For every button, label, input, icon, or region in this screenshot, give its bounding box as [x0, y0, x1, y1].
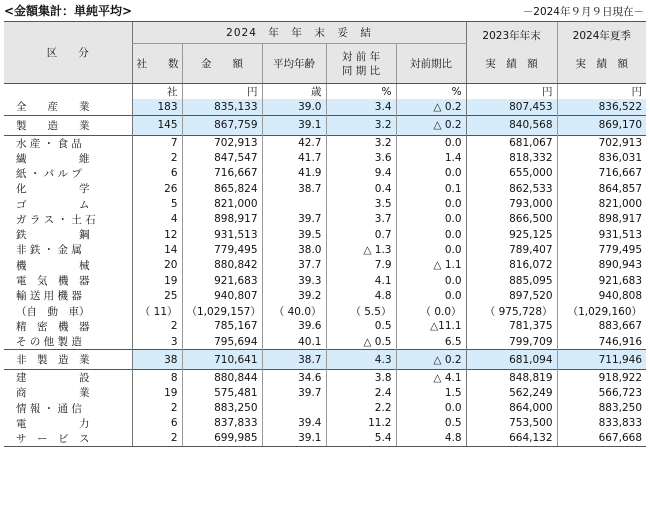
row-mfg-item: [4, 181, 646, 196]
cell-age: 37.7: [262, 258, 326, 273]
cell-y2023: 793,000: [466, 196, 557, 211]
cell-age: 39.7: [262, 212, 326, 227]
row-manufacturing: [4, 115, 646, 135]
row-label: そ の 他 製 造: [16, 336, 82, 349]
cell-y2023: 897,520: [466, 288, 557, 303]
cell-companies: 2: [132, 319, 182, 334]
cell-yoy: △ 1.3: [326, 242, 396, 257]
cell-age: 39.7: [262, 385, 326, 400]
cell-y2023: 681,067: [466, 135, 557, 151]
unit-amount: 円: [182, 84, 262, 100]
cell-age: [262, 196, 326, 211]
cell-y2023: 925,125: [466, 227, 557, 242]
row-mfg-item: [4, 273, 646, 288]
row-label: 商 業: [16, 387, 90, 400]
header-yoy: [326, 44, 396, 84]
cell-amount: 821,000: [182, 196, 262, 211]
cell-amount: 898,917: [182, 212, 262, 227]
header-yoy-line1: 対 前 年: [341, 50, 381, 63]
cell-prev: 0.0: [396, 166, 466, 181]
header-avg-age: 平均年齢: [262, 44, 326, 84]
cell-yoy: △ 0.5: [326, 334, 396, 350]
cell-companies: 20: [132, 258, 182, 273]
row-label: 精 密 機 器: [16, 320, 90, 333]
row-label: （自 動 車）: [16, 305, 90, 318]
cell-companies: 183: [132, 99, 182, 115]
cell-prev: 0.0: [396, 212, 466, 227]
row-label: 化 学: [16, 183, 90, 196]
cell-companies: （ 11）: [132, 303, 182, 318]
row-label: ゴ ム: [16, 198, 90, 211]
row-mfg-item: [4, 227, 646, 242]
cell-y2023: 799,709: [466, 334, 557, 350]
cell-companies: 38: [132, 350, 182, 370]
cell-amount: 867,759: [182, 115, 262, 135]
cell-age: 34.6: [262, 370, 326, 386]
cell-yoy: 4.1: [326, 273, 396, 288]
row-nonmfg-item: [4, 416, 646, 431]
row-label: 機 械: [16, 259, 90, 272]
row-label: ガ ラ ス ・ 土 石: [16, 213, 96, 226]
cell-y2023: 816,072: [466, 258, 557, 273]
cell-y2024: （1,029,160）: [557, 303, 646, 318]
cell-y2024: 833,833: [557, 416, 646, 431]
unit-2023: 円: [466, 84, 557, 100]
cell-prev: 0.5: [396, 416, 466, 431]
cell-yoy: 3.2: [326, 115, 396, 135]
cell-yoy: 2.2: [326, 400, 396, 415]
cell-companies: 14: [132, 242, 182, 257]
cell-yoy: 0.4: [326, 181, 396, 196]
cell-prev: 1.5: [396, 385, 466, 400]
cell-companies: 19: [132, 273, 182, 288]
cell-y2024: 836,031: [557, 151, 646, 166]
cell-amount: 785,167: [182, 319, 262, 334]
cell-age: 39.1: [262, 115, 326, 135]
cell-yoy: 3.8: [326, 370, 396, 386]
cell-companies: 6: [132, 166, 182, 181]
cell-y2024: 921,683: [557, 273, 646, 288]
cell-yoy: 11.2: [326, 416, 396, 431]
header-actual-2024: 実 績 額: [557, 44, 646, 84]
cell-age: 38.7: [262, 181, 326, 196]
cell-companies: 5: [132, 196, 182, 211]
row-label: 情 報 ・ 通 信: [16, 402, 82, 415]
cell-age: 39.6: [262, 319, 326, 334]
row-nonmfg-item: [4, 431, 646, 447]
cell-y2023: 807,453: [466, 99, 557, 115]
units-row: [4, 84, 646, 100]
cell-yoy: 4.3: [326, 350, 396, 370]
cell-y2023: 866,500: [466, 212, 557, 227]
cell-amount: 835,133: [182, 99, 262, 115]
cell-prev: 0.0: [396, 288, 466, 303]
cell-yoy: （ 5.5）: [326, 303, 396, 318]
cell-amount: 880,844: [182, 370, 262, 386]
row-label: 鉄 鋼: [16, 229, 90, 242]
cell-age: 38.7: [262, 350, 326, 370]
cell-y2023: 664,132: [466, 431, 557, 447]
cell-y2024: 898,917: [557, 212, 646, 227]
row-label: 全 産 業: [16, 101, 90, 114]
cell-prev: 0.0: [396, 273, 466, 288]
cell-amount: 702,913: [182, 135, 262, 151]
cell-prev: 6.5: [396, 334, 466, 350]
cell-y2023: 562,249: [466, 385, 557, 400]
cell-companies: 7: [132, 135, 182, 151]
cell-amount: （1,029,157）: [182, 303, 262, 318]
unit-prev: %: [396, 84, 466, 100]
row-label: 繊 維: [16, 152, 90, 165]
cell-prev: △ 4.1: [396, 370, 466, 386]
unit-yoy: %: [326, 84, 396, 100]
cell-companies: 2: [132, 151, 182, 166]
row-nonmfg-item: [4, 400, 646, 415]
header-actual-2023: 実 績 額: [466, 44, 557, 84]
cell-prev: △ 1.1: [396, 258, 466, 273]
row-mfg-item: [4, 288, 646, 303]
cell-y2024: 918,922: [557, 370, 646, 386]
row-label: 電 気 機 器: [16, 275, 90, 288]
cell-y2023: 753,500: [466, 416, 557, 431]
cell-amount: 710,641: [182, 350, 262, 370]
cell-y2023: （ 975,728）: [466, 303, 557, 318]
cell-prev: △ 0.2: [396, 99, 466, 115]
cell-yoy: 3.7: [326, 212, 396, 227]
cell-age: [262, 400, 326, 415]
header-2023: 2023年年末: [466, 22, 557, 44]
cell-y2023: 840,568: [466, 115, 557, 135]
cell-companies: 26: [132, 181, 182, 196]
cell-companies: 19: [132, 385, 182, 400]
cell-prev: 0.0: [396, 242, 466, 257]
cell-y2024: 667,668: [557, 431, 646, 447]
row-mfg-item: [4, 196, 646, 211]
row-all-industries: [4, 99, 646, 115]
header-group-2024: 2024 年 年 末 妥 結: [132, 22, 466, 44]
cell-y2024: 821,000: [557, 196, 646, 211]
cell-y2024: 779,495: [557, 242, 646, 257]
cell-yoy: 9.4: [326, 166, 396, 181]
header-yoy-line2: 同 期 比: [341, 64, 381, 77]
cell-prev: △ 0.2: [396, 115, 466, 135]
cell-prev: 0.0: [396, 227, 466, 242]
row-mfg-item: [4, 319, 646, 334]
row-nonmfg-item: [4, 370, 646, 386]
cell-y2024: 716,667: [557, 166, 646, 181]
cell-companies: 145: [132, 115, 182, 135]
cell-y2024: 883,250: [557, 400, 646, 415]
cell-companies: 6: [132, 416, 182, 431]
cell-prev: 4.8: [396, 431, 466, 447]
row-label: 非 鉄 ・ 金 属: [16, 244, 82, 257]
cell-age: 39.4: [262, 416, 326, 431]
row-label: 輸 送 用 機 器: [16, 290, 82, 303]
header-companies: 社 数: [132, 44, 182, 84]
table-title: <金額集計：単純平均>: [4, 4, 133, 18]
unit-companies: 社: [132, 84, 182, 100]
row-mfg-item: [4, 166, 646, 181]
unit-2024: 円: [557, 84, 646, 100]
cell-yoy: 3.5: [326, 196, 396, 211]
cell-yoy: 2.4: [326, 385, 396, 400]
cell-age: 39.5: [262, 227, 326, 242]
cell-yoy: 0.7: [326, 227, 396, 242]
cell-yoy: 3.2: [326, 135, 396, 151]
cell-amount: 940,807: [182, 288, 262, 303]
row-nonmfg-item: [4, 385, 646, 400]
cell-y2024: 864,857: [557, 181, 646, 196]
cell-amount: 779,495: [182, 242, 262, 257]
cell-amount: 847,547: [182, 151, 262, 166]
header-amount: 金 額: [182, 44, 262, 84]
cell-age: 40.1: [262, 334, 326, 350]
cell-y2024: 869,170: [557, 115, 646, 135]
row-mfg-item: [4, 212, 646, 227]
cell-amount: 795,694: [182, 334, 262, 350]
cell-prev: 0.0: [396, 135, 466, 151]
row-non-manufacturing: [4, 350, 646, 370]
cell-age: 39.3: [262, 273, 326, 288]
cell-age: 39.1: [262, 431, 326, 447]
cell-amount: 865,824: [182, 181, 262, 196]
row-mfg-item: [4, 258, 646, 273]
cell-age: 41.9: [262, 166, 326, 181]
cell-y2024: 566,723: [557, 385, 646, 400]
cell-age: 41.7: [262, 151, 326, 166]
cell-y2024: 940,808: [557, 288, 646, 303]
cell-prev: △11.1: [396, 319, 466, 334]
cell-y2024: 746,916: [557, 334, 646, 350]
row-label: 建 設: [4, 370, 132, 386]
cell-age: （ 40.0）: [262, 303, 326, 318]
cell-amount: 716,667: [182, 166, 262, 181]
row-mfg-item: [4, 334, 646, 350]
row-mfg-item: [4, 242, 646, 257]
cell-yoy: 7.9: [326, 258, 396, 273]
cell-amount: 880,842: [182, 258, 262, 273]
cell-companies: 3: [132, 334, 182, 350]
cell-companies: 2: [132, 400, 182, 415]
cell-amount: 921,683: [182, 273, 262, 288]
cell-companies: 2: [132, 431, 182, 447]
row-label: 製 造 業: [4, 115, 132, 135]
header-category: 区 分: [4, 22, 132, 84]
row-label: 電 力: [16, 417, 90, 430]
cell-companies: 8: [132, 370, 182, 386]
row-label: 非 製 造 業: [4, 350, 132, 370]
row-mfg-item: [4, 303, 646, 318]
cell-prev: △ 0.2: [396, 350, 466, 370]
cell-y2023: 681,094: [466, 350, 557, 370]
cell-amount: 699,985: [182, 431, 262, 447]
cell-amount: 575,481: [182, 385, 262, 400]
cell-y2023: 655,000: [466, 166, 557, 181]
cell-y2024: 702,913: [557, 135, 646, 151]
row-label: 紙 ・ パ ル プ: [16, 167, 82, 180]
cell-y2023: 789,407: [466, 242, 557, 257]
cell-amount: 883,250: [182, 400, 262, 415]
bonus-table: [4, 21, 646, 447]
cell-age: 42.7: [262, 135, 326, 151]
cell-y2024: 931,513: [557, 227, 646, 242]
cell-age: 39.0: [262, 99, 326, 115]
as-of-date: －2024年９月９日現在－: [522, 6, 644, 18]
unit-age: 歳: [262, 84, 326, 100]
cell-y2024: 883,667: [557, 319, 646, 334]
header-prev-ratio: 対前期比: [396, 44, 466, 84]
cell-yoy: 0.5: [326, 319, 396, 334]
cell-y2023: 781,375: [466, 319, 557, 334]
cell-prev: （ 0.0）: [396, 303, 466, 318]
cell-age: 39.2: [262, 288, 326, 303]
cell-y2023: 864,000: [466, 400, 557, 415]
cell-prev: 1.4: [396, 151, 466, 166]
header-2024-summer: 2024年夏季: [557, 22, 646, 44]
cell-companies: 12: [132, 227, 182, 242]
cell-y2023: 885,095: [466, 273, 557, 288]
cell-prev: 0.1: [396, 181, 466, 196]
cell-age: 38.0: [262, 242, 326, 257]
row-label: サ ー ビ ス: [4, 431, 132, 447]
cell-amount: 837,833: [182, 416, 262, 431]
cell-y2024: 890,943: [557, 258, 646, 273]
cell-prev: 0.0: [396, 400, 466, 415]
cell-companies: 25: [132, 288, 182, 303]
cell-y2023: 848,819: [466, 370, 557, 386]
cell-companies: 4: [132, 212, 182, 227]
row-mfg-item: [4, 151, 646, 166]
cell-y2024: 711,946: [557, 350, 646, 370]
cell-yoy: 3.6: [326, 151, 396, 166]
cell-y2023: 818,332: [466, 151, 557, 166]
cell-y2023: 862,533: [466, 181, 557, 196]
cell-prev: 0.0: [396, 196, 466, 211]
row-mfg-item: [4, 135, 646, 151]
cell-y2024: 836,522: [557, 99, 646, 115]
cell-yoy: 3.4: [326, 99, 396, 115]
row-label: 水 産 ・ 食 品: [4, 135, 132, 151]
cell-yoy: 4.8: [326, 288, 396, 303]
cell-amount: 931,513: [182, 227, 262, 242]
cell-yoy: 5.4: [326, 431, 396, 447]
